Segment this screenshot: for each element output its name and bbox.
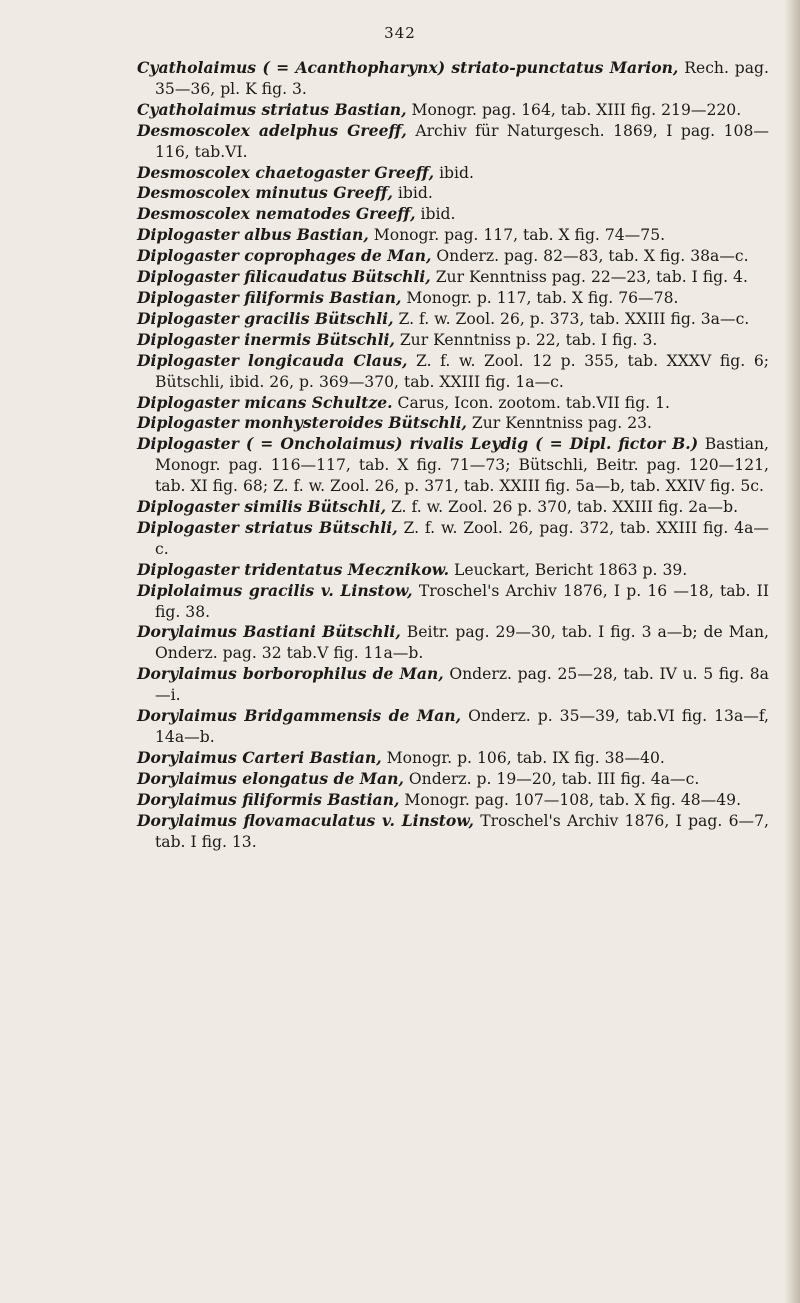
- bibliography-entry: [137, 246, 769, 267]
- species-name: Dorylaimus elongatus de Man,: [137, 768, 404, 788]
- species-name: Desmoscolex adelphus Greeff,: [137, 120, 407, 140]
- species-name: Desmoscolex nematodes Greeff,: [137, 204, 416, 224]
- species-name: Dorylaimus Bastiani Bütschli,: [137, 622, 401, 642]
- reference-text: Z. f. w. Zool. 26, p. 373, tab. XXIII fig. 3a—c.: [398, 309, 750, 328]
- reference-text: Monogr. pag. 164, tab. XIII fig. 219—220.: [411, 100, 742, 119]
- bibliography-entry: [137, 790, 769, 811]
- reference-text: Onderz. pag. 25—28, tab. IV u. 5 fig. 8a—i.: [155, 665, 769, 705]
- reference-text: ibid.: [420, 205, 456, 224]
- bibliography-entry: [137, 163, 769, 184]
- bibliography-entry: [137, 100, 769, 121]
- species-name: Diplogaster ( = Oncholaimus) rivalis Leydig ( = Dipl. fictor B.): [137, 434, 699, 454]
- species-name: Diplogaster inermis Bütschli,: [137, 329, 395, 349]
- species-name: Desmoscolex minutus Greeff,: [137, 183, 393, 203]
- species-name: Dorylaimus flovamaculatus v. Linstow,: [137, 810, 474, 830]
- reference-text: Onderz. p. 35—39, tab.VI fig. 13a—f, 14a—b.: [155, 707, 770, 746]
- bibliography-entry: [137, 309, 769, 330]
- reference-text: Bastian, Monogr. pag. 116—117, tab. X fig. 71—73; Bütschli, Beitr. pag. 120—121, tab. XI fig. 68; Z. f. w. Zool. 26, p. 371, tab. XXIII fig. 5a—b, tab. XXIV fig. 5c.: [155, 435, 769, 496]
- reference-text: Carus, Icon. zootom. tab.VII fig. 1.: [397, 393, 670, 412]
- species-name: Diplogaster micans Schultze.: [137, 392, 393, 412]
- species-name: Diplolaimus gracilis v. Linstow,: [137, 580, 413, 600]
- species-name: Diplogaster tridentatus Mecznikow.: [137, 559, 450, 579]
- species-name: Diplogaster albus Bastian,: [137, 225, 369, 245]
- species-name: Diplogaster filicaudatus Bütschli,: [137, 267, 431, 287]
- species-name: Diplogaster filiformis Bastian,: [137, 287, 402, 307]
- reference-text: Z. f. w. Zool. 26 p. 370, tab. XXIII fig. 2a—b.: [391, 498, 739, 517]
- bibliography-entry: [137, 560, 769, 581]
- reference-text: ibid.: [439, 163, 474, 182]
- bibliography-entry: [137, 288, 769, 309]
- page-edge-shadow: [784, 0, 800, 1303]
- bibliography-entry: [137, 581, 769, 623]
- reference-text: Troschel's Archiv 1876, I pag. 6—7, tab. I fig. 13.: [155, 811, 769, 851]
- species-name: Dorylaimus filiformis Bastian,: [137, 789, 400, 809]
- species-name: Diplogaster coprophages de Man,: [137, 246, 432, 266]
- reference-text: Z. f. w. Zool. 12 p. 355, tab. XXXV fig. 6; Bütschli, ibid. 26, p. 369—370, tab. XXIII fig. 1a—c.: [155, 351, 769, 391]
- bibliography-entry: [137, 622, 769, 664]
- bibliography-entry: [137, 497, 769, 518]
- species-name: Diplogaster monhysteroides Bütschli,: [137, 413, 467, 433]
- reference-text: ibid.: [397, 184, 433, 203]
- bibliography-entry: [137, 518, 769, 560]
- species-name: Cyatholaimus ( = Acanthopharynx) striato-punctatus Marion,: [137, 58, 679, 77]
- bibliography-entry: [137, 748, 769, 769]
- bibliography-entry: [137, 434, 769, 497]
- reference-text: Z. f. w. Zool. 26, pag. 372, tab. XXIII fig. 4a—c.: [155, 518, 769, 558]
- bibliography-entry: [137, 351, 769, 393]
- species-name: Diplogaster longicauda Claus,: [137, 350, 408, 370]
- species-name: Dorylaimus Bridgammensis de Man,: [137, 706, 462, 726]
- reference-text: Onderz. p. 19—20, tab. III fig. 4a—c.: [408, 769, 700, 788]
- reference-text: Zur Kenntniss pag. 22—23, tab. I fig. 4.: [435, 268, 748, 287]
- reference-text: Monogr. p. 117, tab. X fig. 76—78.: [406, 288, 679, 307]
- bibliography-entry: [137, 706, 769, 748]
- species-name: Dorylaimus Carteri Bastian,: [137, 747, 382, 767]
- bibliography-entry: [137, 664, 769, 706]
- bibliography-entry: [137, 267, 769, 288]
- bibliography-entry: [137, 204, 769, 225]
- bibliography-entry: [137, 330, 769, 351]
- species-name: Desmoscolex chaetogaster Greeff,: [137, 162, 435, 182]
- reference-text: Zur Kenntniss pag. 23.: [471, 414, 652, 433]
- reference-text: Troschel's Archiv 1876, I p. 16 —18, tab. II fig. 38.: [155, 581, 769, 621]
- bibliography-entry: [137, 121, 769, 163]
- reference-text: Beitr. pag. 29—30, tab. I fig. 3 a—b; de Man, Onderz. pag. 32 tab.V fig. 11a—b.: [155, 623, 769, 663]
- reference-text: Onderz. pag. 82—83, tab. X fig. 38a—c.: [436, 247, 749, 266]
- species-name: Dorylaimus borborophilus de Man,: [137, 664, 444, 684]
- bibliography-list: [137, 58, 769, 852]
- bibliography-entry: [137, 413, 769, 434]
- reference-text: Monogr. pag. 107—108, tab. X fig. 48—49.: [404, 790, 742, 809]
- reference-text: Monogr. p. 106, tab. IX fig. 38—40.: [386, 748, 665, 767]
- page-number: 342: [384, 24, 416, 42]
- reference-text: Archiv für Naturgesch. 1869, I pag. 108—116, tab.VI.: [155, 121, 769, 161]
- bibliography-entry: [137, 811, 769, 853]
- reference-text: Leuckart, Bericht 1863 p. 39.: [454, 560, 688, 579]
- bibliography-entry: [137, 183, 769, 204]
- bibliography-entry: [137, 393, 769, 414]
- species-name: Diplogaster striatus Bütschli,: [137, 517, 398, 537]
- reference-text: Monogr. pag. 117, tab. X fig. 74—75.: [373, 226, 666, 245]
- species-name: Cyatholaimus striatus Bastian,: [137, 99, 407, 119]
- bibliography-entry: [137, 769, 769, 790]
- bibliography-entry: [137, 58, 769, 100]
- species-name: Diplogaster similis Bütschli,: [137, 497, 387, 517]
- reference-text: Rech. pag. 35—36, pl. K fig. 3.: [155, 59, 769, 98]
- bibliography-entry: [137, 225, 769, 246]
- species-name: Diplogaster gracilis Bütschli,: [137, 308, 394, 328]
- reference-text: Zur Kenntniss p. 22, tab. I fig. 3.: [399, 330, 658, 349]
